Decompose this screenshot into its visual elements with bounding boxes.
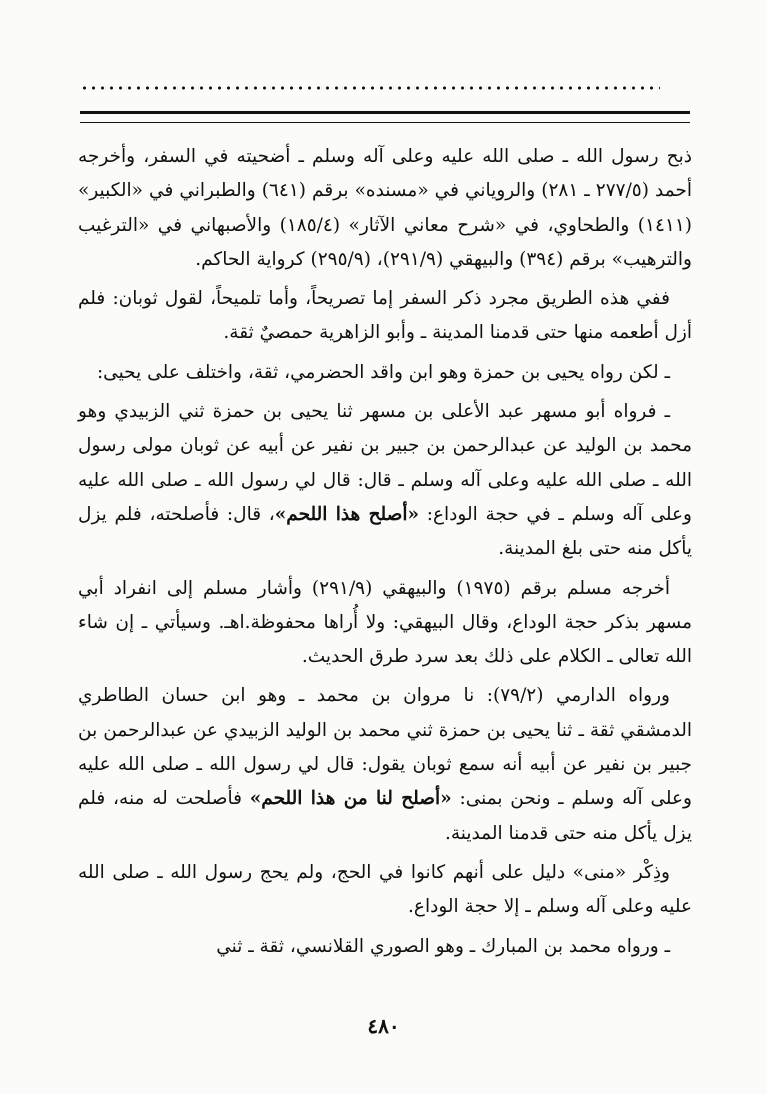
paragraph-7: وذِكْر «منى» دليل على أنهم كانوا في الحج، ولم يحج رسول الله ـ صلى الله عليه وعلى آله وسلم ـ إلا حجة الوداع. [78,861,692,918]
hadith-quote-1: «أصلح هذا اللحم» [274,503,420,525]
hadith-quote-2: «أصلح لنا من هذا اللحم» [249,788,452,810]
paragraph-6-tail: فأصلحت له منه، فلم يزل يأكل منه حتى قدمنا المدينة. [78,788,692,844]
paragraph-4-text: ـ فرواه أبو مسهر عبد الأعلى بن مسهر ثنا يحيى بن حمزة ثني الزبيدي وهو محمد بن الوليد عن عبدالرحمن بن جبير بن نفير عن أبيه عن ثوبان مولى رسول الله ـ صلى الله عليه وعلى آله وسلم ـ قال: قال لي رسول الله ـ صلى الله عليه وعلى آله وسلم ـ في حجة الوداع: [78,401,692,525]
paragraph-4-tail: ، قال: فأصلحته، فلم يزل يأكل منه حتى بلغ المدينة. [78,503,692,560]
paragraph-5: أخرجه مسلم برقم (١٩٧٥) والبيهقي (٢٩١/٩) وأشار مسلم إلى انفراد أبي مسهر بذكر حجة الوداع، وقال البيهقي: ولا أُراها محفوظة.اهـ. وسيأتي ـ إن شاء الله تعالى ـ الكلام على ذلك بعد سرد طرق الحديث. [78,577,692,668]
paragraph-6-text: ورواه الدارمي (٧٩/٢): نا مروان بن محمد ـ وهو ابن حسان الطاطري الدمشقي ثقة ـ ثنا يحيى بن حمزة ثني محمد بن الوليد الزبيدي عن عبدالرحمن بن جبير بن نفير عن أبيه أنه سمع ثوبان يقول: قال لي رسول الله ـ صلى الله عليه وعلى آله وسلم ـ ونحن بمنى: [78,685,692,810]
page-number: ٤٨٠ [367,1014,400,1038]
page-body [78,140,692,964]
paragraph-6 [78,679,692,850]
header-rule-thin [80,122,690,123]
header-dotted-line [80,86,660,90]
paragraph-8: ـ ورواه محمد بن المبارك ـ وهو الصوري القلانسي، ثقة ـ ثني [216,935,670,957]
paragraph-3: ـ لكن رواه يحيى بن حمزة وهو ابن واقد الحضرمي، ثقة، واختلف على يحيى: [96,361,670,383]
header-rule-thick [80,111,690,114]
paragraph-1: ذبح رسول الله ـ صلى الله عليه وعلى آله وسلم ـ أضحيته في السفر، وأخرجه أحمد (٢٧٧/٥ ـ ٢٨١) والروياني في «مسنده» برقم (٦٤١) والطبراني في «الكبير» (١٤١١) والطحاوي، في «شرح معاني الآثار» (١٨٥/٤) والأصبهاني في «الترغيب والترهيب» برقم (٣٩٤) والبيهقي (٢٩١/٩)، (٢٩٥/٩) كرواية الحاكم. [78,146,692,270]
paragraph-2: ففي هذه الطريق مجرد ذكر السفر إما تصريحاً، وأما تلميحاً، لقول ثوبان: فلم أزل أطعمه منها حتى قدمنا المدينة ـ وأبو الزاهرية حمصيٌ ثقة. [78,288,692,344]
paragraph-4 [78,395,692,566]
